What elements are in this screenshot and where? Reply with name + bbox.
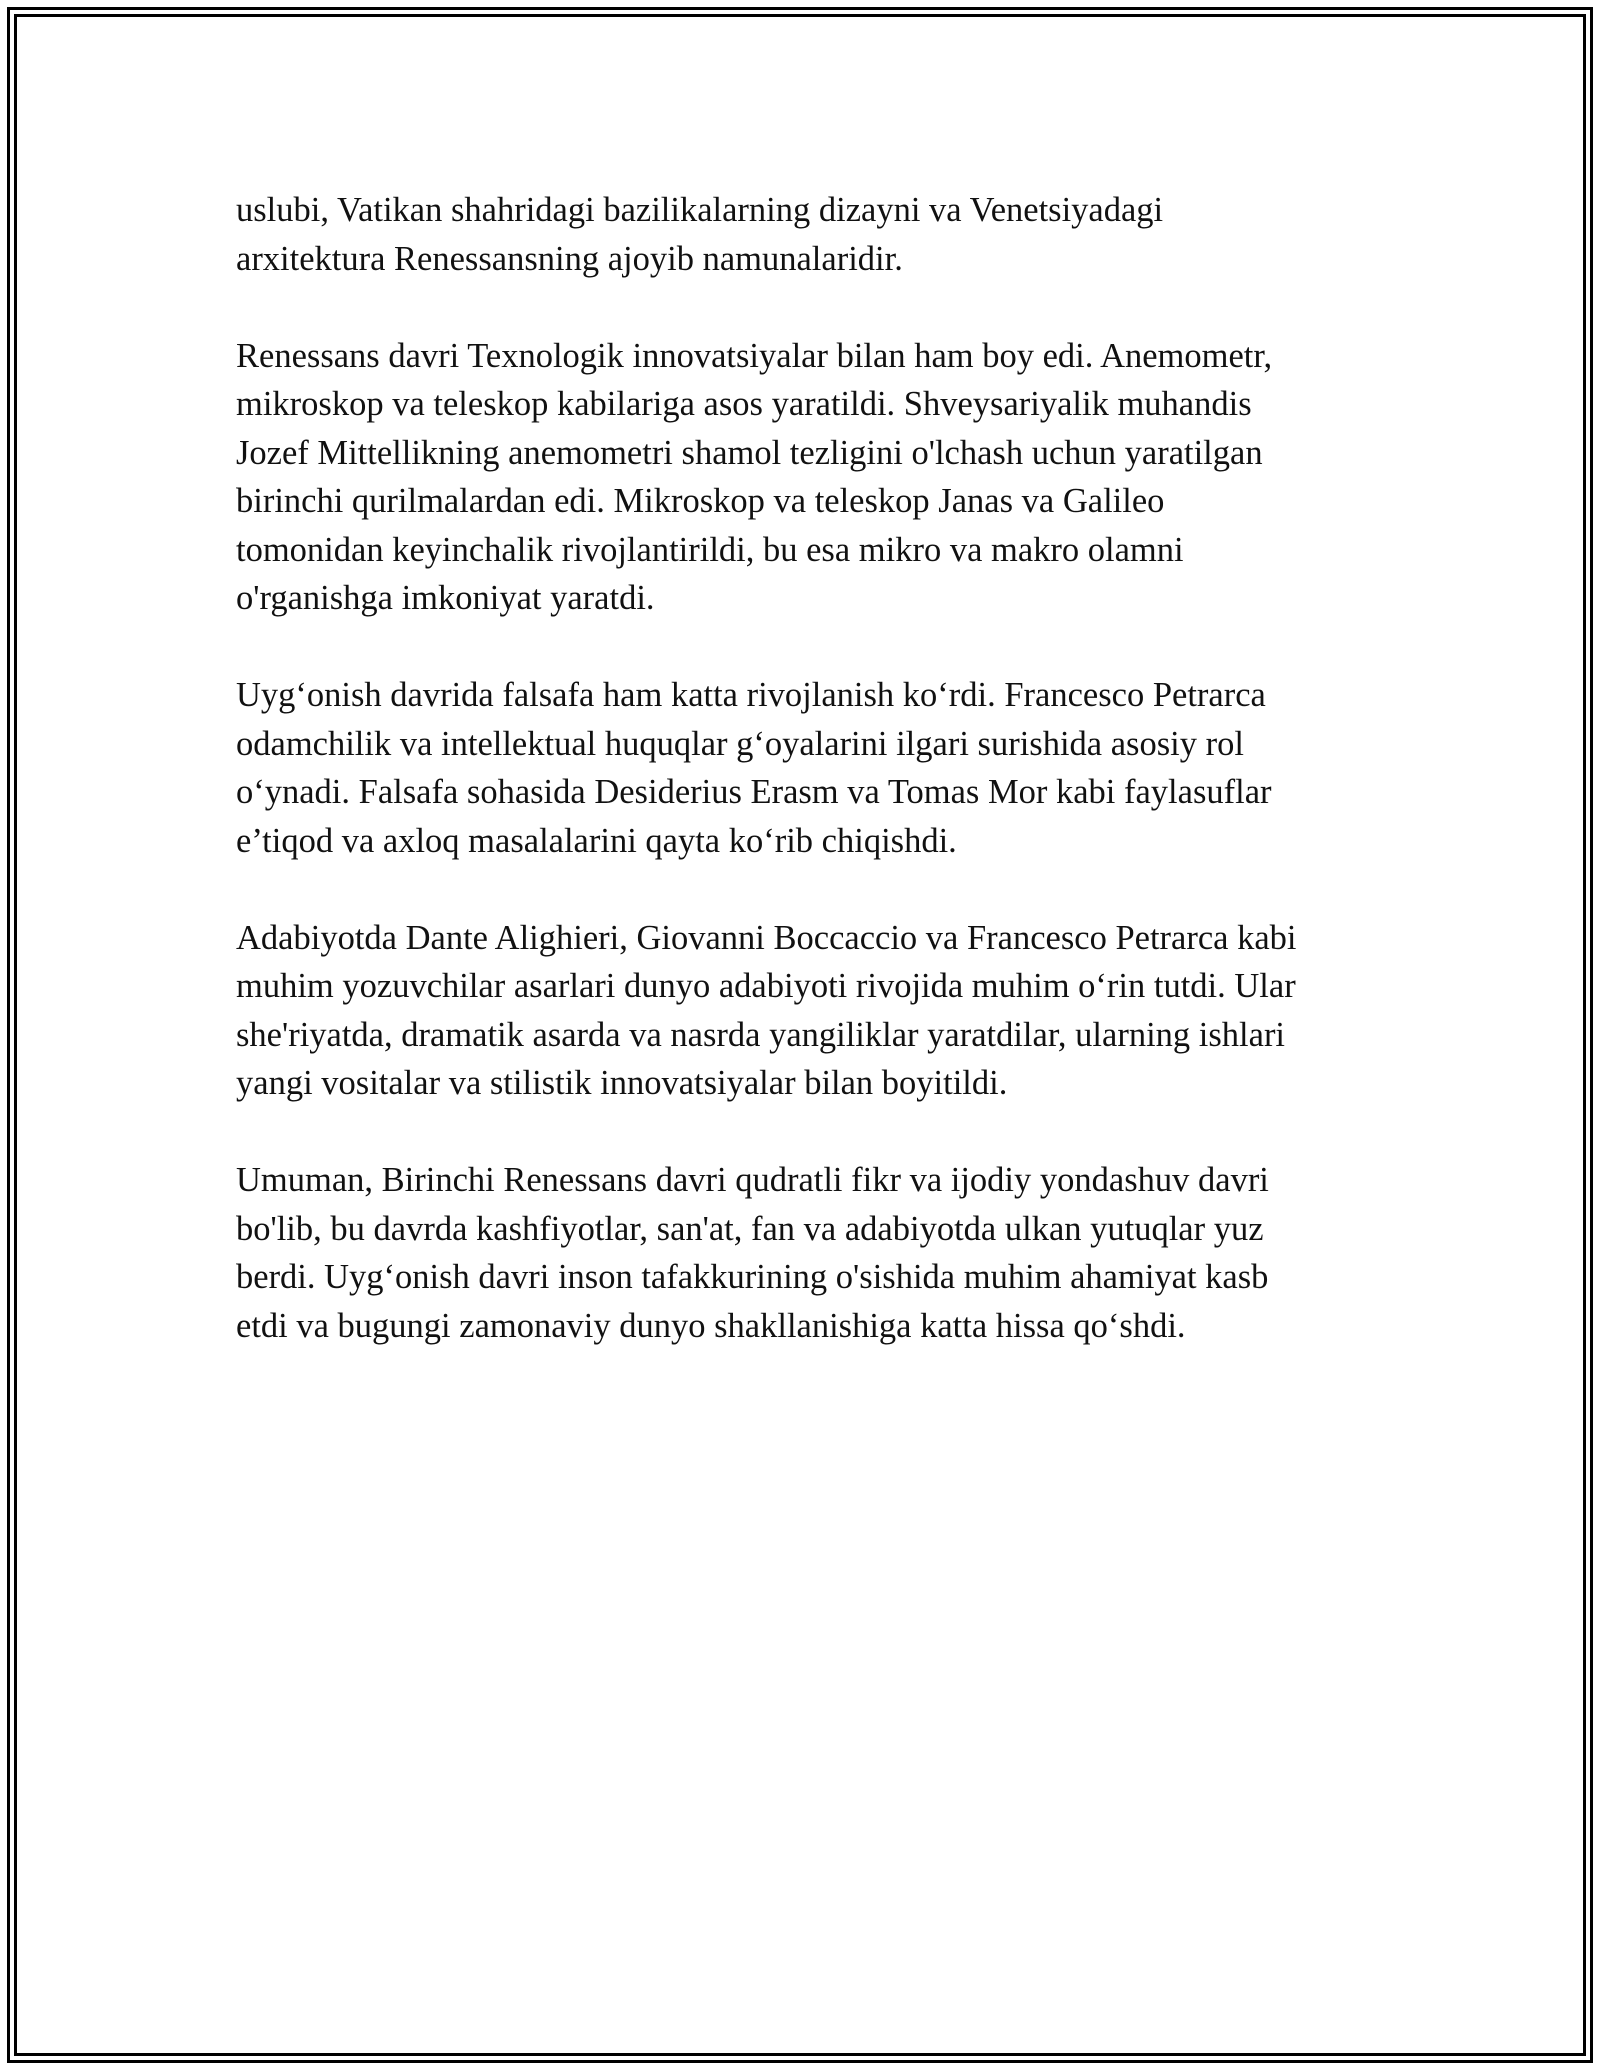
text-line: tomonidan keyinchalik rivojlantirildi, bu esa mikro va makro olamni [236, 530, 1184, 569]
text-line: Renessans davri Texnologik innovatsiyalar bilan ham boy edi. Anemometr, [236, 336, 1273, 375]
text-line: o‘ynadi. Falsafa sohasida Desiderius Erasm va Tomas Mor kabi faylasuflar [236, 773, 1272, 811]
text-line: Uyg‘onish davrida falsafa ham katta rivojlanish ko‘rdi. Francesco Petrarca [236, 676, 1266, 714]
text-line: yangi vositalar va stilistik innovatsiyalar bilan boyitildi. [236, 1064, 1008, 1102]
paragraph-conclusion [236, 1156, 1386, 1350]
text-line: arxitektura Renessansning ajoyib namunalaridir. [236, 239, 903, 278]
document-body [236, 186, 1386, 1399]
paragraph-philosophy [236, 671, 1386, 865]
text-line: Adabiyotda Dante Alighieri, Giovanni Boccaccio va Francesco Petrarca kabi [236, 918, 1297, 957]
text-line: Jozef Mittellikning anemometri shamol tezligini o'lchash uchun yaratilgan [236, 433, 1263, 472]
text-line: uslubi, Vatikan shahridagi bazilikalarning dizayni va Venetsiyadagi [236, 191, 1164, 229]
text-line: e’tiqod va axloq masalalarini qayta ko‘rib chiqishdi. [236, 821, 957, 860]
text-line: etdi va bugungi zamonaviy dunyo shakllanishiga katta hissa qo‘shdi. [236, 1306, 1186, 1345]
text-line: mikroskop va teleskop kabilariga asos yaratildi. Shveysariyalik muhandis [236, 385, 1252, 423]
text-line: Umuman, Birinchi Renessans davri qudratli fikr va ijodiy yondashuv davri [236, 1161, 1269, 1199]
paragraph-literature [236, 914, 1386, 1108]
text-line: bo'lib, bu davrda kashfiyotlar, san'at, fan va adabiyotda ulkan yutuqlar yuz [236, 1209, 1264, 1248]
text-line: birinchi qurilmalardan edi. Mikroskop va teleskop Janas va Galileo [236, 482, 1165, 520]
text-line: berdi. Uyg‘onish davri inson tafakkurining o'sishida muhim ahamiyat kasb [236, 1258, 1269, 1296]
text-line: muhim yozuvchilar asarlari dunyo adabiyoti rivojida muhim o‘rin tutdi. Ular [236, 967, 1296, 1005]
paragraph-technology [236, 332, 1386, 623]
text-line: odamchilik va intellektual huquqlar g‘oyalarini ilgari surishida asosiy rol [236, 724, 1244, 763]
text-line: o'rganishga imkoniyat yaratdi. [236, 579, 655, 617]
paragraph-architecture [236, 186, 1386, 283]
text-line: she'riyatda, dramatik asarda va nasrda yangiliklar yaratdilar, ularning ishlari [236, 1015, 1286, 1054]
